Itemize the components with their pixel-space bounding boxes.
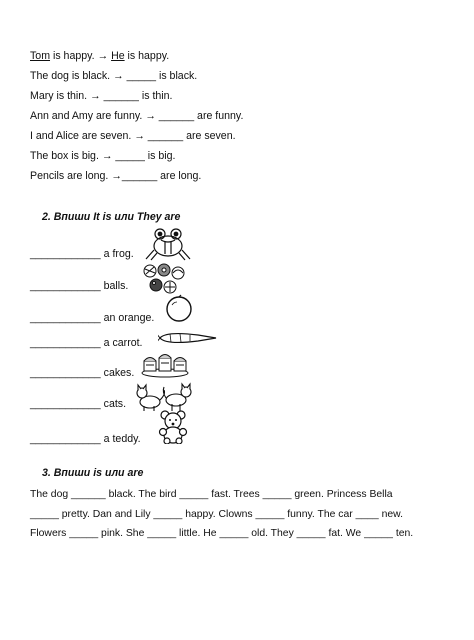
- frog-icon: [143, 226, 193, 262]
- section-3-heading: 3. Впиши is или are: [42, 467, 144, 479]
- teddy-icon: [158, 410, 188, 444]
- sentence-end: is happy.: [124, 50, 170, 62]
- sentence-6: The box is big. → _____ is big.: [30, 150, 176, 162]
- exercise-item-carrot: ____________ a carrot.: [30, 337, 143, 349]
- cakes-icon: [140, 348, 190, 378]
- sentence-3: Mary is thin. → ______ is thin.: [30, 90, 173, 102]
- sentence-middle: is happy. →: [50, 50, 112, 62]
- exercise-item-orange: ____________ an orange.: [30, 312, 155, 324]
- exercise-item-cakes: ____________ cakes.: [30, 367, 135, 379]
- paragraph-line-2: _____ pretty. Dan and Lily _____ happy. Clowns _____ funny. The car ____ new.: [30, 508, 403, 520]
- answer-he: He: [111, 50, 125, 62]
- subject-tom: Tom: [30, 50, 51, 62]
- sentence-5: I and Alice are seven. → ______ are seven.: [30, 130, 236, 142]
- exercise-item-cats: ____________ cats.: [30, 398, 127, 410]
- section-2-heading: 2. Впиши It is или They are: [42, 211, 181, 223]
- paragraph-line-1: The dog ______ black. The bird _____ fast. Trees _____ green. Princess Bella: [30, 489, 393, 500]
- fill-in-paragraph: [30, 485, 450, 544]
- orange-icon: [164, 293, 194, 323]
- balls-icon: [140, 262, 186, 296]
- sentence-2: The dog is black. → _____ is black.: [30, 70, 198, 82]
- sentence-1: [30, 50, 169, 63]
- cats-icon: [136, 382, 192, 412]
- paragraph-line-3: Flowers _____ pink. She _____ little. He _____ old. They _____ fat. We _____ ten.: [30, 528, 414, 539]
- carrot-icon: [158, 329, 222, 347]
- sentence-4: Ann and Amy are funny. → ______ are funny.: [30, 110, 244, 122]
- sentence-7: Pencils are long. →______ are long.: [30, 170, 202, 182]
- exercise-item-frog: ____________ a frog.: [30, 248, 134, 260]
- exercise-item-teddy: ____________ a teddy.: [30, 433, 141, 445]
- exercise-item-balls: ____________ balls.: [30, 280, 129, 292]
